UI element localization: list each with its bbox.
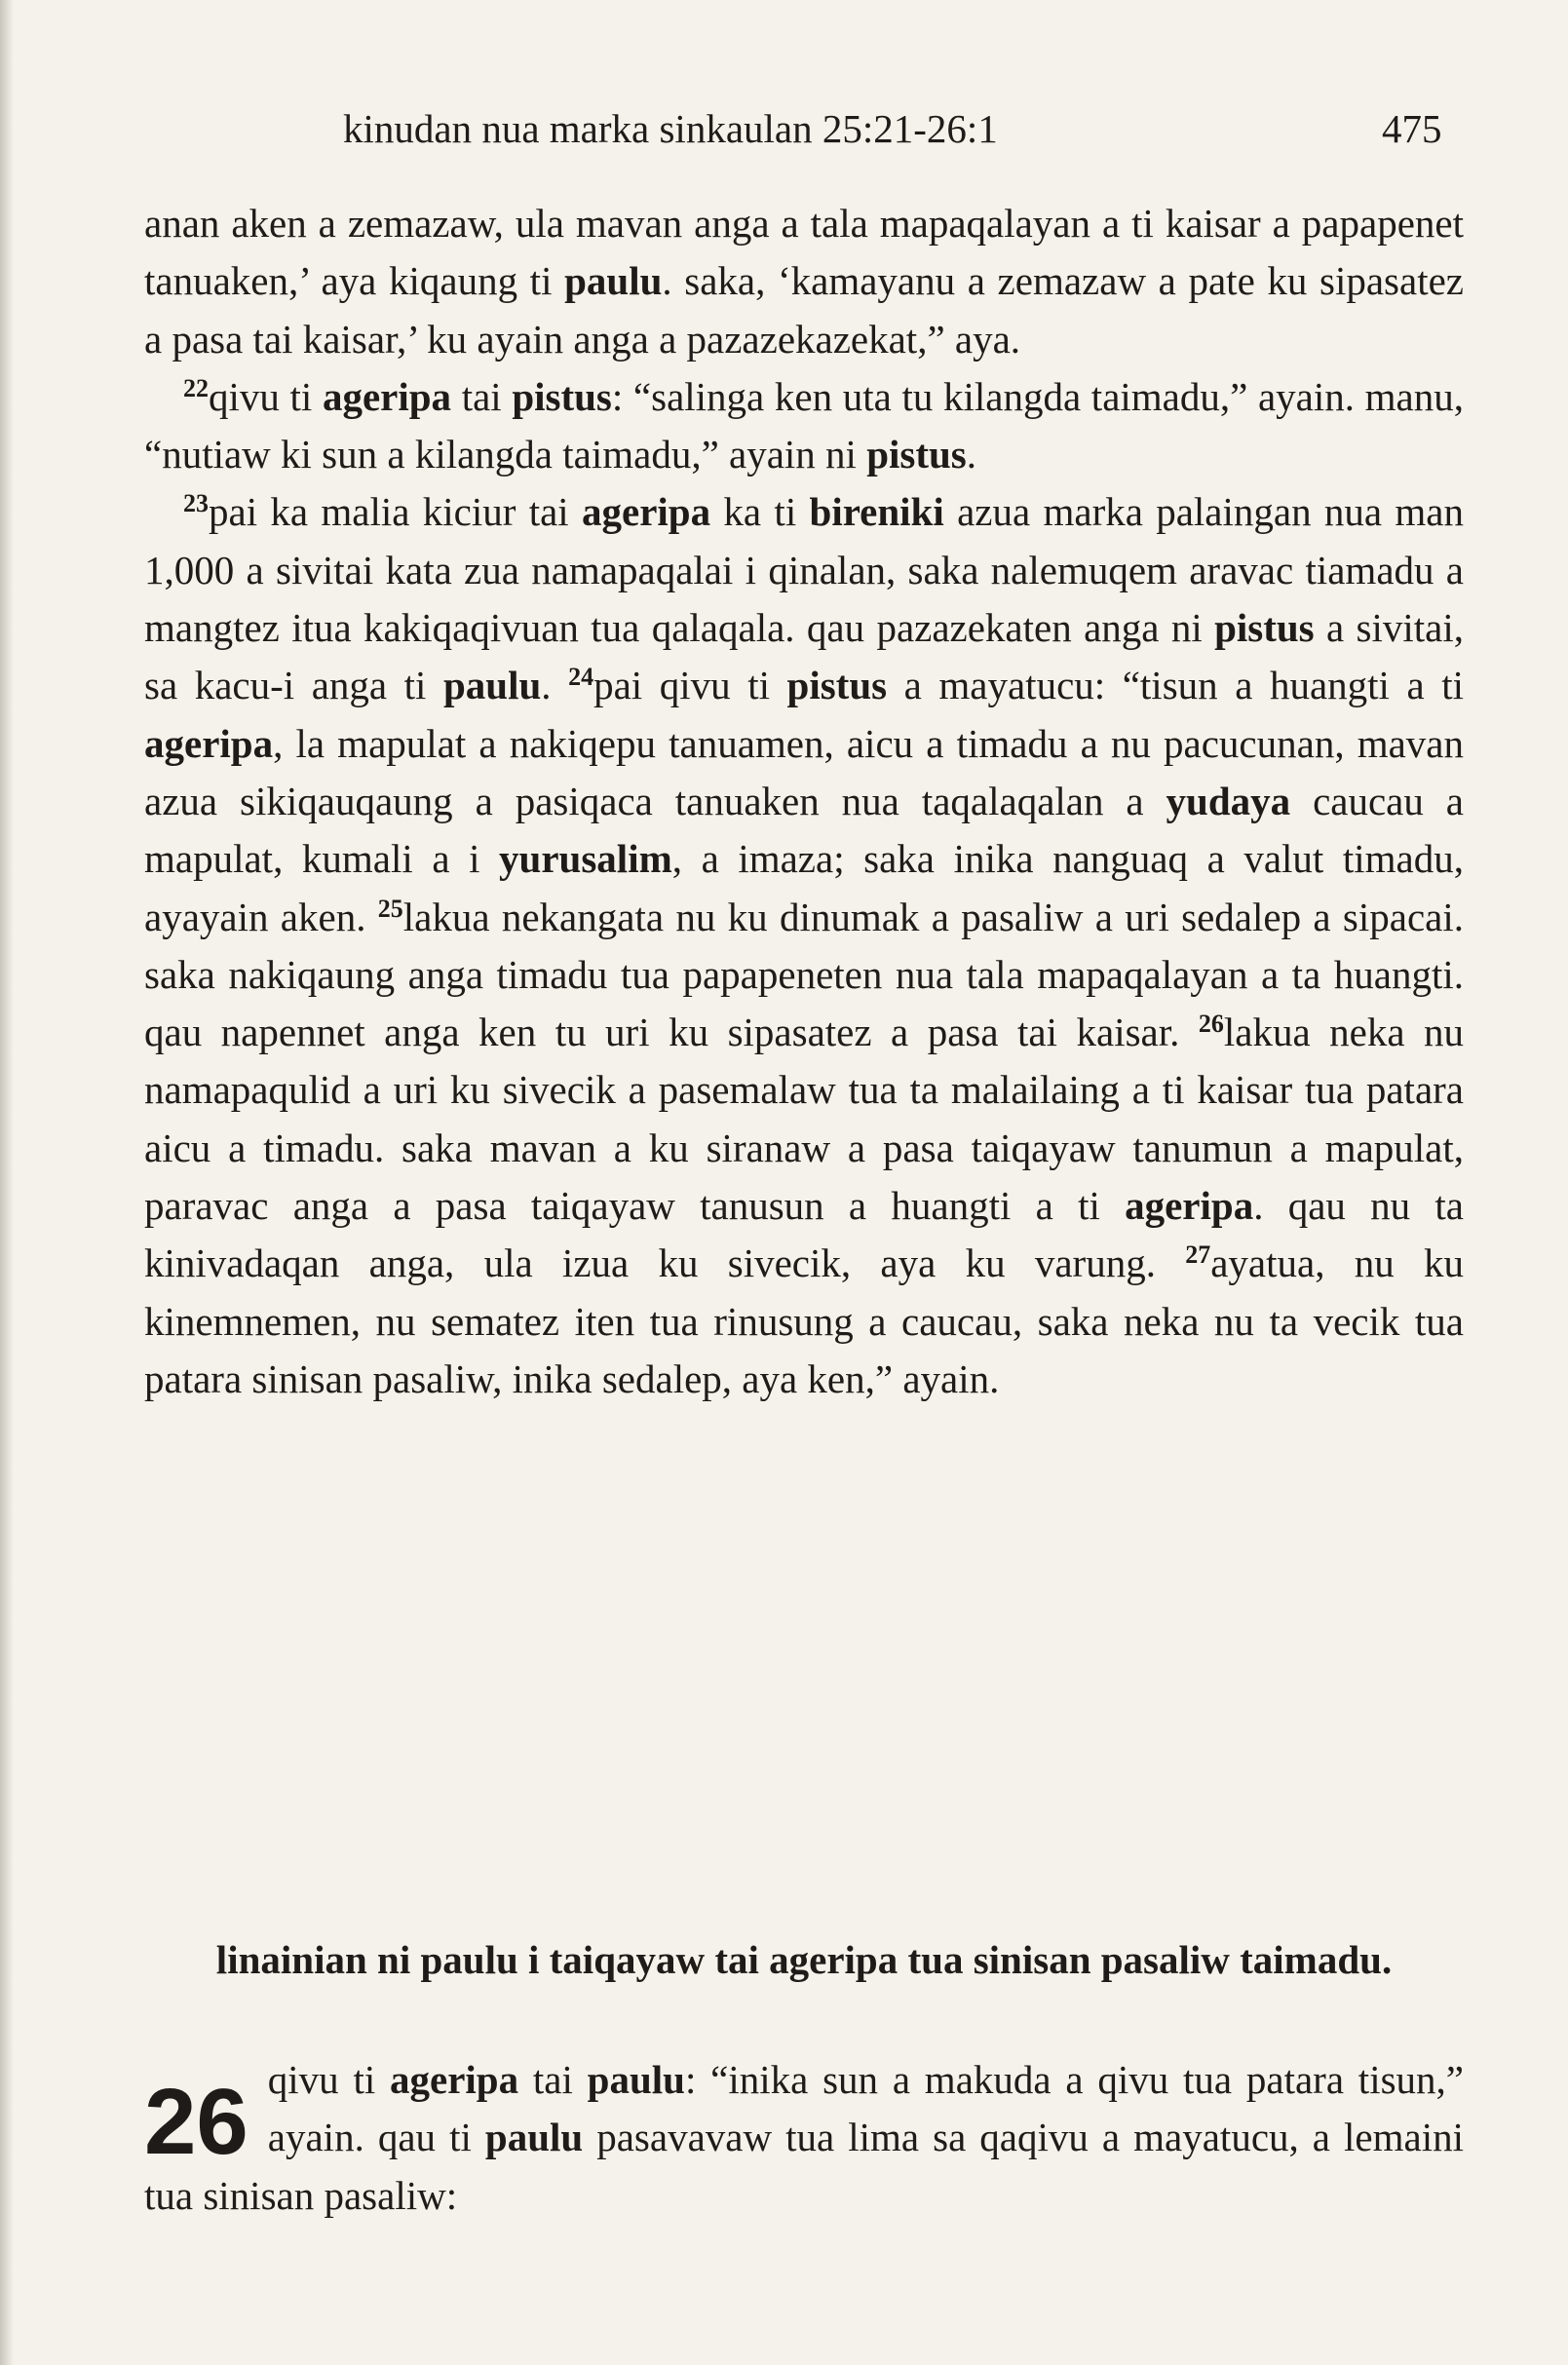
section-heading: linainian ni paulu i taiqayaw tai ageripa tua sinisan pasaliw taimadu. [215, 1937, 1393, 1982]
text-run: . [966, 432, 977, 477]
verse-number: 24 [568, 663, 594, 692]
page-number: 475 [1382, 106, 1442, 151]
proper-name: ageripa [582, 489, 711, 535]
verse-number: 22 [183, 373, 209, 402]
text-run: a sivitai, sa kacu-i anga ti [144, 605, 1464, 708]
text-run: : “salinga ken uta tu kilangda taimadu,” ayain. manu, “nutiaw ki sun a kilangda taimadu,” ayain ni [144, 373, 1464, 477]
text-run: . [541, 663, 569, 708]
text-run: lakua nekangata nu ku dinumak a pasaliw a uri sedalep a sipacai. saka nakiqaung anga timadu tua papapeneten nua tala mapaqalayan a ta huangti. qau napennet anga ken tu uri ku sipasatez a pasa tai kaisar. [144, 894, 1464, 1055]
verse-number: 23 [183, 489, 209, 518]
text-run: qivu ti [267, 2057, 391, 2102]
paragraph [144, 195, 1464, 368]
proper-name: ageripa [144, 720, 274, 766]
text-run: pasavavaw tua lima sa qaqivu a mayatucu, a lemaini tua sinisan pasaliw: [144, 2115, 1464, 2218]
chapter-first-paragraph [144, 2051, 1464, 2225]
proper-name: paulu [587, 2057, 685, 2102]
proper-name: paulu [564, 258, 663, 304]
chapter-block [144, 2051, 1464, 2225]
paragraph [144, 368, 1464, 484]
text-run: pai qivu ti [593, 663, 787, 708]
text-run: tai [518, 2057, 588, 2102]
proper-name: ageripa [1125, 1183, 1254, 1229]
verse-number: 25 [377, 894, 403, 923]
chapter-number: 26 [144, 2070, 249, 2174]
paragraph [144, 483, 1464, 1408]
proper-name: pistus [512, 373, 612, 419]
text-run: ka ti [710, 489, 810, 535]
proper-name: yudaya [1166, 778, 1291, 823]
verse-number: 27 [1185, 1240, 1211, 1270]
text-run: a mayatucu: “tisun a huangti a ti [887, 663, 1465, 708]
verse-number: 26 [1198, 1010, 1224, 1039]
proper-name: pistus [786, 663, 888, 708]
text-run: . qau nu ta kinivadaqan anga, ula izua ku sivecik, aya ku varung. [144, 1183, 1464, 1286]
text-run: lakua neka nu namapaqulid a uri ku sivecik a pasemalaw tua ta malailaing a ti kaisar tua patara aicu a timadu. saka mavan a ku siranaw a pasa taiqayaw tanumun a mapulat, paravac anga a pasa taiqayaw tanusun a huangti a ti [144, 1010, 1464, 1229]
proper-name: pistus [866, 432, 967, 477]
page-edge-shadow [0, 0, 14, 2365]
text-run: anan aken a zemazaw, ula mavan anga a tala mapaqalayan a ti kaisar a papapenet tanuaken,’ aya kiqaung ti [144, 201, 1464, 304]
text-run: tai [451, 373, 513, 419]
running-head [0, 105, 1568, 164]
proper-name: paulu [484, 2115, 584, 2160]
text-run: , a imaza; saka inika nanguaq a valut timadu, ayayain aken. [144, 836, 1465, 939]
text-run: azua marka palaingan nua man 1,000 a sivitai kata zua namapaqalai i qinalan, saka nalemuqem aravac tiamadu a mangtez itua kakiqaqivuan tua qalaqala. qau pazazekaten anga ni [144, 489, 1464, 651]
running-head-title: kinudan nua marka sinkaulan 25:21-26:1 [343, 106, 998, 151]
text-run: qivu ti [209, 373, 323, 419]
text-run: ayatua, nu ku kinemnemen, nu sematez iten tua rinusung a caucau, saka neka nu ta vecik tua patara sinisan pasaliw, inika sedalep, aya ken,” ayain. [144, 1240, 1464, 1401]
text-run: . saka, ‘kamayanu a zemazaw a pate ku sipasatez a pasa tai kaisar,’ ku ayain anga a pazazekazekat,” aya. [144, 258, 1464, 362]
proper-name: ageripa [322, 373, 452, 419]
text-run: : “inika sun a makuda a qivu tua patara tisun,” ayain. qau ti [267, 2057, 1464, 2160]
text-run: pai ka malia kiciur tai [209, 489, 583, 535]
text-run: , la mapulat a nakiqepu tanuamen, aicu a timadu a nu pacucunan, mavan azua sikiqauqaung a pasiqaca tanuaken nua taqalaqalan a [144, 720, 1464, 823]
proper-name: ageripa [390, 2057, 519, 2102]
body-text [144, 195, 1464, 1408]
proper-name: paulu [442, 663, 542, 708]
proper-name: pistus [1214, 605, 1315, 651]
text-run: caucau a mapulat, kumali a i [144, 778, 1464, 882]
proper-name: bireniki [809, 489, 944, 535]
proper-name: yurusalim [499, 836, 672, 882]
